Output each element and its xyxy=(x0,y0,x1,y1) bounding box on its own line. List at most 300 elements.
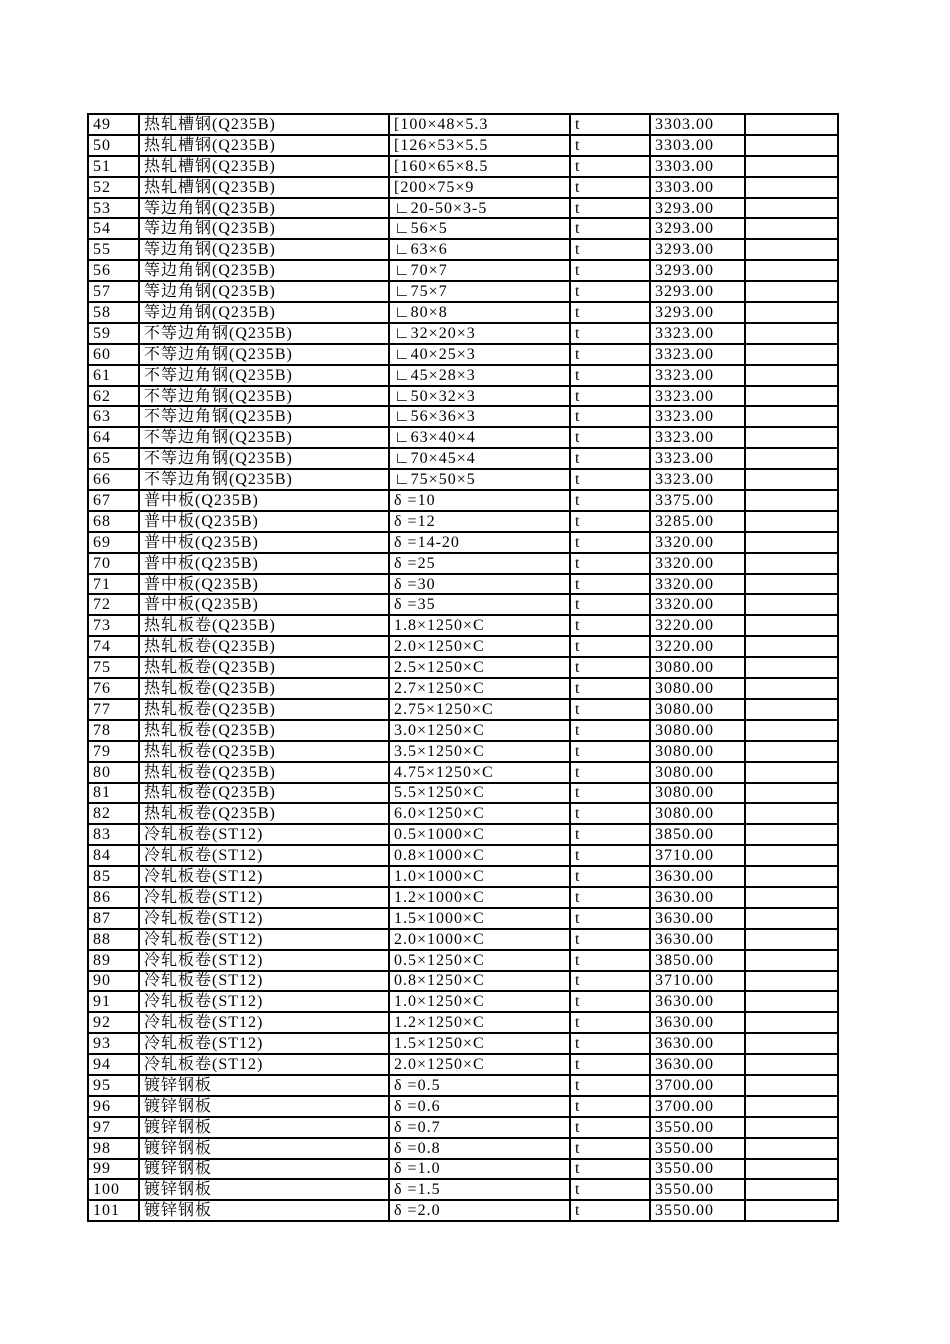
unit-cell: t xyxy=(570,950,650,971)
table-row xyxy=(88,824,838,845)
material-name-cell: 冷轧板卷(ST12) xyxy=(139,824,389,845)
row-number-cell: 82 xyxy=(88,803,139,824)
material-name-cell: 镀锌钢板 xyxy=(139,1096,389,1117)
material-name-cell: 热轧板卷(Q235B) xyxy=(139,741,389,762)
note-cell xyxy=(745,845,838,866)
price-cell: 3293.00 xyxy=(650,239,745,260)
price-cell: 3323.00 xyxy=(650,365,745,386)
row-number-cell: 66 xyxy=(88,469,139,490)
table-row xyxy=(88,762,838,783)
row-number-cell: 90 xyxy=(88,971,139,992)
specification-cell: ∟56×5 xyxy=(389,218,570,239)
material-name-cell: 热轧板卷(Q235B) xyxy=(139,803,389,824)
unit-cell: t xyxy=(570,824,650,845)
row-number-cell: 70 xyxy=(88,553,139,574)
price-cell: 3303.00 xyxy=(650,177,745,198)
material-name-cell: 不等边角钢(Q235B) xyxy=(139,427,389,448)
note-cell xyxy=(745,302,838,323)
note-cell xyxy=(745,699,838,720)
price-cell: 3630.00 xyxy=(650,866,745,887)
note-cell xyxy=(745,239,838,260)
material-name-cell: 热轧槽钢(Q235B) xyxy=(139,135,389,156)
table-row xyxy=(88,699,838,720)
table-row xyxy=(88,908,838,929)
row-number-cell: 53 xyxy=(88,198,139,219)
note-cell xyxy=(745,532,838,553)
price-cell: 3550.00 xyxy=(650,1159,745,1180)
table-row xyxy=(88,636,838,657)
table-row xyxy=(88,218,838,239)
note-cell xyxy=(745,553,838,574)
table-row xyxy=(88,469,838,490)
price-cell: 3080.00 xyxy=(650,783,745,804)
row-number-cell: 100 xyxy=(88,1179,139,1200)
unit-cell: t xyxy=(570,971,650,992)
material-name-cell: 等边角钢(Q235B) xyxy=(139,281,389,302)
specification-cell: 1.8×1250×C xyxy=(389,615,570,636)
unit-cell: t xyxy=(570,908,650,929)
table-row xyxy=(88,511,838,532)
table-row xyxy=(88,1096,838,1117)
unit-cell: t xyxy=(570,218,650,239)
price-cell: 3630.00 xyxy=(650,991,745,1012)
row-number-cell: 86 xyxy=(88,887,139,908)
table-row xyxy=(88,281,838,302)
price-cell: 3550.00 xyxy=(650,1200,745,1221)
table-row xyxy=(88,845,838,866)
specification-cell: 3.0×1250×C xyxy=(389,720,570,741)
unit-cell: t xyxy=(570,532,650,553)
table-row xyxy=(88,720,838,741)
note-cell xyxy=(745,678,838,699)
price-cell: 3630.00 xyxy=(650,929,745,950)
row-number-cell: 87 xyxy=(88,908,139,929)
note-cell xyxy=(745,657,838,678)
specification-cell: ∟70×45×4 xyxy=(389,448,570,469)
table-row xyxy=(88,239,838,260)
price-cell: 3293.00 xyxy=(650,302,745,323)
material-name-cell: 冷轧板卷(ST12) xyxy=(139,845,389,866)
note-cell xyxy=(745,427,838,448)
specification-cell: 1.2×1250×C xyxy=(389,1012,570,1033)
specification-cell: 2.0×1000×C xyxy=(389,929,570,950)
price-cell: 3710.00 xyxy=(650,971,745,992)
unit-cell: t xyxy=(570,156,650,177)
specification-cell: [160×65×8.5 xyxy=(389,156,570,177)
row-number-cell: 61 xyxy=(88,365,139,386)
note-cell xyxy=(745,1179,838,1200)
price-cell: 3700.00 xyxy=(650,1096,745,1117)
material-name-cell: 等边角钢(Q235B) xyxy=(139,239,389,260)
specification-cell: ∟70×7 xyxy=(389,260,570,281)
table-row xyxy=(88,929,838,950)
row-number-cell: 96 xyxy=(88,1096,139,1117)
price-cell: 3323.00 xyxy=(650,448,745,469)
table-row xyxy=(88,615,838,636)
unit-cell: t xyxy=(570,678,650,699)
price-cell: 3293.00 xyxy=(650,218,745,239)
row-number-cell: 63 xyxy=(88,406,139,427)
row-number-cell: 88 xyxy=(88,929,139,950)
material-price-table xyxy=(87,113,839,1222)
note-cell xyxy=(745,950,838,971)
row-number-cell: 69 xyxy=(88,532,139,553)
unit-cell: t xyxy=(570,511,650,532)
row-number-cell: 62 xyxy=(88,386,139,407)
material-name-cell: 热轧板卷(Q235B) xyxy=(139,678,389,699)
material-name-cell: 热轧槽钢(Q235B) xyxy=(139,177,389,198)
note-cell xyxy=(745,344,838,365)
material-name-cell: 不等边角钢(Q235B) xyxy=(139,469,389,490)
row-number-cell: 54 xyxy=(88,218,139,239)
row-number-cell: 97 xyxy=(88,1117,139,1138)
price-cell: 3220.00 xyxy=(650,636,745,657)
price-cell: 3080.00 xyxy=(650,657,745,678)
unit-cell: t xyxy=(570,741,650,762)
price-cell: 3323.00 xyxy=(650,469,745,490)
price-cell: 3303.00 xyxy=(650,156,745,177)
unit-cell: t xyxy=(570,1179,650,1200)
unit-cell: t xyxy=(570,260,650,281)
material-name-cell: 冷轧板卷(ST12) xyxy=(139,929,389,950)
specification-cell: δ =25 xyxy=(389,553,570,574)
note-cell xyxy=(745,135,838,156)
unit-cell: t xyxy=(570,1054,650,1075)
unit-cell: t xyxy=(570,1200,650,1221)
row-number-cell: 81 xyxy=(88,783,139,804)
material-name-cell: 热轧板卷(Q235B) xyxy=(139,657,389,678)
unit-cell: t xyxy=(570,720,650,741)
unit-cell: t xyxy=(570,469,650,490)
price-cell: 3630.00 xyxy=(650,887,745,908)
unit-cell: t xyxy=(570,1138,650,1159)
unit-cell: t xyxy=(570,1159,650,1180)
row-number-cell: 80 xyxy=(88,762,139,783)
table-row xyxy=(88,866,838,887)
material-name-cell: 等边角钢(Q235B) xyxy=(139,218,389,239)
price-cell: 3303.00 xyxy=(650,114,745,135)
price-cell: 3080.00 xyxy=(650,720,745,741)
table-row xyxy=(88,448,838,469)
material-name-cell: 镀锌钢板 xyxy=(139,1200,389,1221)
material-name-cell: 等边角钢(Q235B) xyxy=(139,260,389,281)
row-number-cell: 79 xyxy=(88,741,139,762)
specification-cell: 1.5×1250×C xyxy=(389,1033,570,1054)
price-cell: 3323.00 xyxy=(650,344,745,365)
table-row xyxy=(88,386,838,407)
row-number-cell: 92 xyxy=(88,1012,139,1033)
table-row xyxy=(88,1075,838,1096)
specification-cell: [100×48×5.3 xyxy=(389,114,570,135)
price-cell: 3850.00 xyxy=(650,950,745,971)
table-row xyxy=(88,950,838,971)
price-cell: 3080.00 xyxy=(650,803,745,824)
table-row xyxy=(88,344,838,365)
specification-cell: δ =14-20 xyxy=(389,532,570,553)
table-row xyxy=(88,594,838,615)
note-cell xyxy=(745,490,838,511)
unit-cell: t xyxy=(570,866,650,887)
specification-cell: δ =12 xyxy=(389,511,570,532)
table-row xyxy=(88,678,838,699)
specification-cell: ∟75×7 xyxy=(389,281,570,302)
note-cell xyxy=(745,323,838,344)
material-name-cell: 冷轧板卷(ST12) xyxy=(139,866,389,887)
specification-cell: δ =0.7 xyxy=(389,1117,570,1138)
row-number-cell: 101 xyxy=(88,1200,139,1221)
unit-cell: t xyxy=(570,281,650,302)
table-row xyxy=(88,1159,838,1180)
table-row xyxy=(88,323,838,344)
row-number-cell: 59 xyxy=(88,323,139,344)
table-row xyxy=(88,574,838,595)
price-cell: 3375.00 xyxy=(650,490,745,511)
row-number-cell: 57 xyxy=(88,281,139,302)
row-number-cell: 75 xyxy=(88,657,139,678)
row-number-cell: 84 xyxy=(88,845,139,866)
specification-cell: δ =35 xyxy=(389,594,570,615)
table-row xyxy=(88,365,838,386)
table-row xyxy=(88,657,838,678)
row-number-cell: 49 xyxy=(88,114,139,135)
unit-cell: t xyxy=(570,1117,650,1138)
row-number-cell: 99 xyxy=(88,1159,139,1180)
table-row xyxy=(88,177,838,198)
specification-cell: 2.75×1250×C xyxy=(389,699,570,720)
price-table-body xyxy=(88,114,838,1221)
table-row xyxy=(88,783,838,804)
row-number-cell: 98 xyxy=(88,1138,139,1159)
table-row xyxy=(88,1054,838,1075)
note-cell xyxy=(745,615,838,636)
specification-cell: δ =1.0 xyxy=(389,1159,570,1180)
specification-cell: δ =1.5 xyxy=(389,1179,570,1200)
unit-cell: t xyxy=(570,302,650,323)
table-row xyxy=(88,406,838,427)
specification-cell: ∟32×20×3 xyxy=(389,323,570,344)
row-number-cell: 83 xyxy=(88,824,139,845)
note-cell xyxy=(745,1033,838,1054)
specification-cell: δ =0.6 xyxy=(389,1096,570,1117)
row-number-cell: 65 xyxy=(88,448,139,469)
price-cell: 3320.00 xyxy=(650,574,745,595)
unit-cell: t xyxy=(570,344,650,365)
unit-cell: t xyxy=(570,323,650,344)
table-row xyxy=(88,135,838,156)
table-row xyxy=(88,1200,838,1221)
unit-cell: t xyxy=(570,887,650,908)
row-number-cell: 85 xyxy=(88,866,139,887)
row-number-cell: 76 xyxy=(88,678,139,699)
table-row xyxy=(88,260,838,281)
row-number-cell: 95 xyxy=(88,1075,139,1096)
note-cell xyxy=(745,803,838,824)
note-cell xyxy=(745,511,838,532)
specification-cell: 0.5×1000×C xyxy=(389,824,570,845)
note-cell xyxy=(745,1117,838,1138)
note-cell xyxy=(745,1096,838,1117)
row-number-cell: 71 xyxy=(88,574,139,595)
specification-cell: 1.0×1000×C xyxy=(389,866,570,887)
unit-cell: t xyxy=(570,1075,650,1096)
table-row xyxy=(88,427,838,448)
note-cell xyxy=(745,260,838,281)
unit-cell: t xyxy=(570,1012,650,1033)
material-name-cell: 普中板(Q235B) xyxy=(139,594,389,615)
note-cell xyxy=(745,1159,838,1180)
material-name-cell: 冷轧板卷(ST12) xyxy=(139,1012,389,1033)
row-number-cell: 67 xyxy=(88,490,139,511)
price-cell: 3323.00 xyxy=(650,427,745,448)
price-cell: 3630.00 xyxy=(650,908,745,929)
row-number-cell: 60 xyxy=(88,344,139,365)
material-name-cell: 不等边角钢(Q235B) xyxy=(139,323,389,344)
price-cell: 3320.00 xyxy=(650,532,745,553)
table-row xyxy=(88,1033,838,1054)
table-row xyxy=(88,156,838,177)
row-number-cell: 72 xyxy=(88,594,139,615)
price-cell: 3080.00 xyxy=(650,678,745,699)
note-cell xyxy=(745,114,838,135)
unit-cell: t xyxy=(570,594,650,615)
price-cell: 3220.00 xyxy=(650,615,745,636)
specification-cell: ∟45×28×3 xyxy=(389,365,570,386)
material-name-cell: 冷轧板卷(ST12) xyxy=(139,950,389,971)
specification-cell: ∟63×40×4 xyxy=(389,427,570,448)
table-row xyxy=(88,553,838,574)
price-cell: 3710.00 xyxy=(650,845,745,866)
row-number-cell: 68 xyxy=(88,511,139,532)
note-cell xyxy=(745,762,838,783)
note-cell xyxy=(745,636,838,657)
specification-cell: δ =0.5 xyxy=(389,1075,570,1096)
row-number-cell: 91 xyxy=(88,991,139,1012)
table-row xyxy=(88,971,838,992)
material-name-cell: 不等边角钢(Q235B) xyxy=(139,344,389,365)
unit-cell: t xyxy=(570,114,650,135)
price-cell: 3320.00 xyxy=(650,553,745,574)
row-number-cell: 51 xyxy=(88,156,139,177)
table-row xyxy=(88,1117,838,1138)
unit-cell: t xyxy=(570,386,650,407)
material-name-cell: 镀锌钢板 xyxy=(139,1138,389,1159)
material-name-cell: 热轧板卷(Q235B) xyxy=(139,720,389,741)
note-cell xyxy=(745,824,838,845)
specification-cell: [126×53×5.5 xyxy=(389,135,570,156)
material-name-cell: 普中板(Q235B) xyxy=(139,553,389,574)
row-number-cell: 52 xyxy=(88,177,139,198)
note-cell xyxy=(745,783,838,804)
material-name-cell: 冷轧板卷(ST12) xyxy=(139,887,389,908)
unit-cell: t xyxy=(570,427,650,448)
price-cell: 3303.00 xyxy=(650,135,745,156)
table-row xyxy=(88,198,838,219)
specification-cell: 2.0×1250×C xyxy=(389,636,570,657)
specification-cell: [200×75×9 xyxy=(389,177,570,198)
table-row xyxy=(88,302,838,323)
specification-cell: 2.7×1250×C xyxy=(389,678,570,699)
specification-cell: ∟56×36×3 xyxy=(389,406,570,427)
row-number-cell: 58 xyxy=(88,302,139,323)
note-cell xyxy=(745,198,838,219)
material-name-cell: 热轧板卷(Q235B) xyxy=(139,783,389,804)
note-cell xyxy=(745,991,838,1012)
specification-cell: 0.8×1250×C xyxy=(389,971,570,992)
unit-cell: t xyxy=(570,783,650,804)
specification-cell: ∟50×32×3 xyxy=(389,386,570,407)
material-name-cell: 等边角钢(Q235B) xyxy=(139,302,389,323)
material-name-cell: 普中板(Q235B) xyxy=(139,532,389,553)
note-cell xyxy=(745,720,838,741)
unit-cell: t xyxy=(570,1096,650,1117)
price-cell: 3293.00 xyxy=(650,281,745,302)
specification-cell: 1.5×1000×C xyxy=(389,908,570,929)
material-name-cell: 不等边角钢(Q235B) xyxy=(139,386,389,407)
specification-cell: 1.0×1250×C xyxy=(389,991,570,1012)
specification-cell: ∟63×6 xyxy=(389,239,570,260)
note-cell xyxy=(745,971,838,992)
unit-cell: t xyxy=(570,762,650,783)
material-name-cell: 镀锌钢板 xyxy=(139,1179,389,1200)
unit-cell: t xyxy=(570,406,650,427)
note-cell xyxy=(745,156,838,177)
note-cell xyxy=(745,741,838,762)
row-number-cell: 78 xyxy=(88,720,139,741)
material-name-cell: 普中板(Q235B) xyxy=(139,490,389,511)
price-cell: 3550.00 xyxy=(650,1179,745,1200)
material-name-cell: 镀锌钢板 xyxy=(139,1075,389,1096)
unit-cell: t xyxy=(570,448,650,469)
material-name-cell: 热轧板卷(Q235B) xyxy=(139,636,389,657)
specification-cell: ∟80×8 xyxy=(389,302,570,323)
note-cell xyxy=(745,1138,838,1159)
table-row xyxy=(88,991,838,1012)
material-name-cell: 热轧槽钢(Q235B) xyxy=(139,156,389,177)
unit-cell: t xyxy=(570,365,650,386)
note-cell xyxy=(745,406,838,427)
unit-cell: t xyxy=(570,1033,650,1054)
specification-cell: 6.0×1250×C xyxy=(389,803,570,824)
specification-cell: ∟75×50×5 xyxy=(389,469,570,490)
price-cell: 3320.00 xyxy=(650,594,745,615)
price-cell: 3550.00 xyxy=(650,1138,745,1159)
specification-cell: 0.5×1250×C xyxy=(389,950,570,971)
row-number-cell: 73 xyxy=(88,615,139,636)
note-cell xyxy=(745,929,838,950)
unit-cell: t xyxy=(570,574,650,595)
price-cell: 3850.00 xyxy=(650,824,745,845)
table-row xyxy=(88,1012,838,1033)
unit-cell: t xyxy=(570,929,650,950)
table-row xyxy=(88,490,838,511)
specification-cell: 1.2×1000×C xyxy=(389,887,570,908)
table-row xyxy=(88,532,838,553)
material-name-cell: 不等边角钢(Q235B) xyxy=(139,448,389,469)
specification-cell: 0.8×1000×C xyxy=(389,845,570,866)
unit-cell: t xyxy=(570,177,650,198)
unit-cell: t xyxy=(570,636,650,657)
material-name-cell: 不等边角钢(Q235B) xyxy=(139,406,389,427)
material-name-cell: 冷轧板卷(ST12) xyxy=(139,991,389,1012)
price-cell: 3080.00 xyxy=(650,741,745,762)
unit-cell: t xyxy=(570,490,650,511)
row-number-cell: 89 xyxy=(88,950,139,971)
material-name-cell: 冷轧板卷(ST12) xyxy=(139,1054,389,1075)
row-number-cell: 50 xyxy=(88,135,139,156)
price-cell: 3550.00 xyxy=(650,1117,745,1138)
note-cell xyxy=(745,908,838,929)
row-number-cell: 74 xyxy=(88,636,139,657)
